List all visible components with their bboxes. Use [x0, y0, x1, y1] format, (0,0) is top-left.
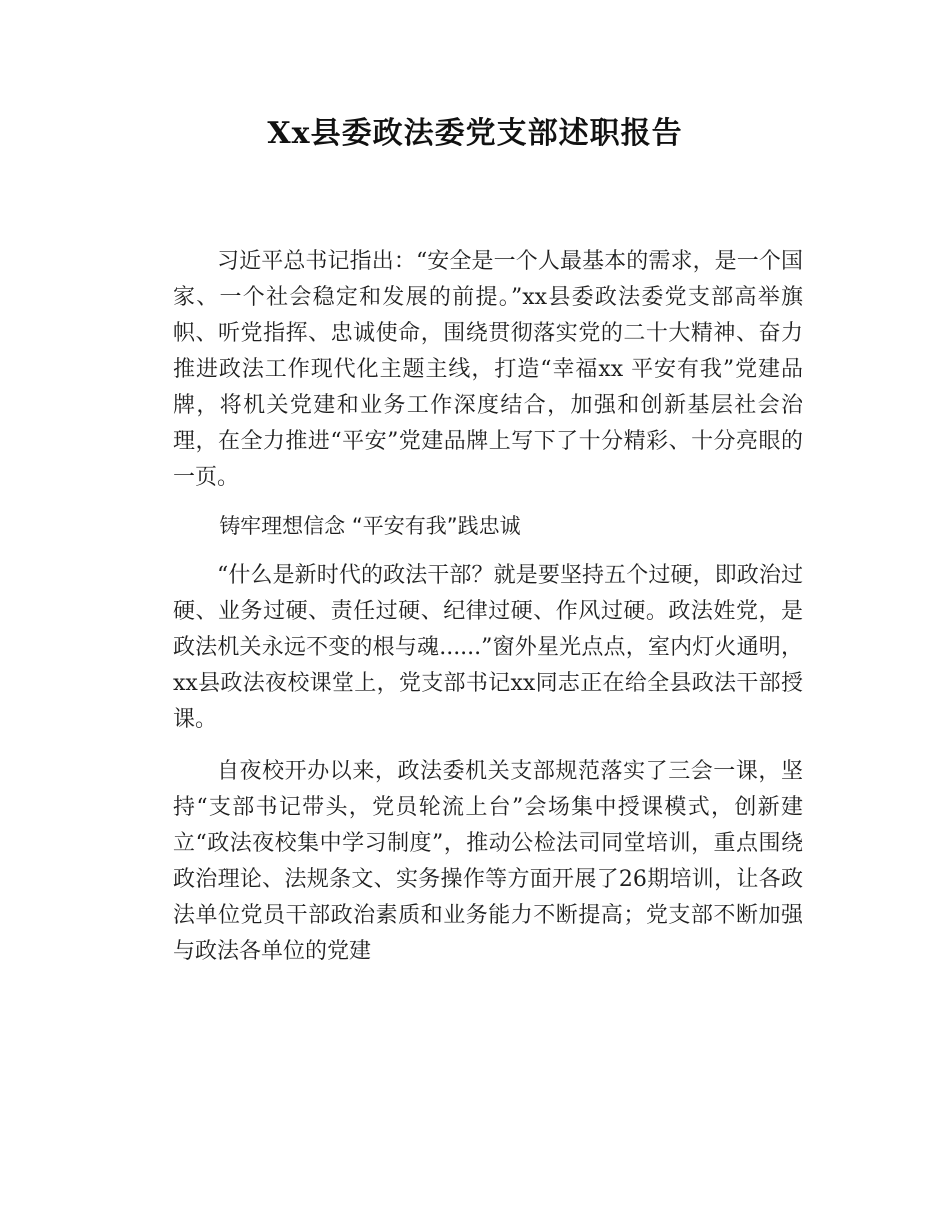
document-body: [173, 244, 803, 970]
intro-paragraph: 习近平总书记指出：“安全是一个人最基本的需求，是一个国家、一个社会稳定和发展的前提。”xx县委政法委党支部高举旗帜、听党指挥、忠诚使命，围绕贯彻落实党的二十大精神、奋力推进政法工作现代化主题主线，打造“幸福xx 平安有我”党建品牌，将机关党建和业务工作深度结合，加强和创新基层社会治理，在全力推进“平安”党建品牌上写下了十分精彩、十分亮眼的一页。: [173, 249, 803, 490]
document-title: Xx县委政法委党支部述职报告: [267, 116, 683, 151]
section-paragraph-1: “什么是新时代的政法干部？就是要坚持五个过硬，即政治过硬、业务过硬、责任过硬、纪律过硬、作风过硬。政法姓党，是政法机关永远不变的根与魂......”窗外星光点点，室内灯火通明，xx县政法夜校课堂上，党支部书记xx同志正在给全县政法干部授课。: [173, 563, 803, 732]
section-heading: 铸牢理想信念 “平安有我”践忠诚: [219, 514, 521, 538]
section-paragraph-2: 自夜校开办以来，政法委机关支部规范落实了三会一课，坚持“支部书记带头，党员轮流上台”会场集中授课模式，创新建立“政法夜校集中学习制度”，推动公检法司同堂培训，重点围绕政治理论、法规条文、实务操作等方面开展了26期培训，让各政法单位党员干部政治素质和业务能力不断提高；党支部不断加强与政法各单位的党建: [173, 759, 803, 964]
